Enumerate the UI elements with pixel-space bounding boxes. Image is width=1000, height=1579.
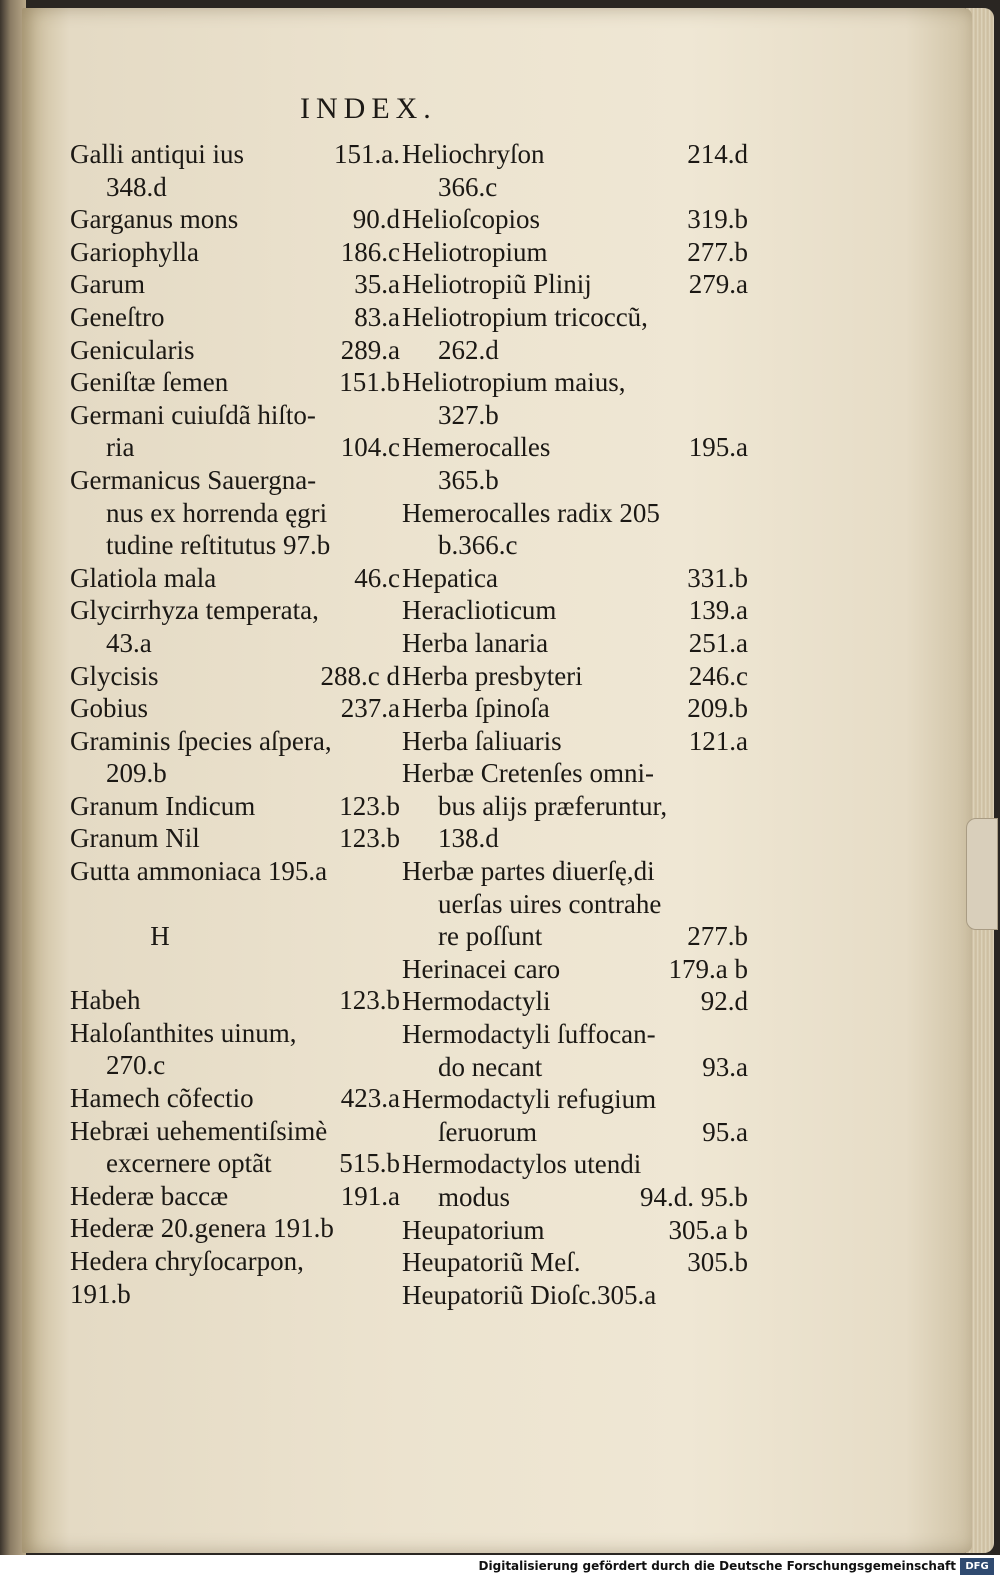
index-term: Germani cuiuſdã hiſto- [70,399,316,430]
index-entry [402,692,748,725]
index-page-ref: 246.c [688,660,748,691]
index-term: Heupatorium [402,1214,545,1245]
index-page-ref: 179.a b [668,953,748,984]
index-entry [402,594,748,627]
index-term: re poſſunt [438,921,543,952]
index-section-h-continued [402,138,748,1311]
index-entry [402,1116,748,1149]
index-term: Hermodactyli [402,986,551,1017]
index-page-ref: 305.b [687,1247,748,1278]
index-section-h [70,984,400,1310]
index-entry [402,627,748,660]
index-term: 365.b [438,464,499,495]
index-entry [70,984,400,1017]
index-entry [70,203,400,236]
index-entry [402,301,748,334]
index-page-ref: 331.b [687,562,748,593]
index-term: Glycisis [70,660,159,691]
index-entry [402,855,748,888]
index-term: Heraclioticum [402,595,557,626]
index-entry [70,855,400,888]
index-entry [402,822,748,855]
index-page-ref: 305.a b [668,1214,748,1245]
index-term: uerſas uires contrahe [438,888,662,919]
index-entry [402,1018,748,1051]
index-entry [70,1049,400,1082]
index-entry [70,431,400,464]
index-entry [402,334,748,367]
index-term: Graminis ſpecies aſpera, [70,725,332,756]
index-entry [70,1115,400,1148]
index-entry [70,1147,400,1180]
index-entry [70,138,400,171]
index-entry [70,301,400,334]
index-page-ref: 288.c d [320,660,400,691]
index-term: ſeruorum [438,1116,537,1147]
index-page-ref: 277.b [687,236,748,267]
index-page-ref: 186.c [340,236,400,267]
index-entry [402,725,748,758]
index-entry [402,138,748,171]
index-entry [402,920,748,953]
index-term: Heupatoriũ Meſ. [402,1247,581,1278]
index-term: nus ex horrenda ęgri [106,497,328,528]
index-entry [402,562,748,595]
index-page-ref: 515.b [339,1148,400,1179]
index-term: Glatiola mala [70,562,217,593]
index-term: Garum [70,269,145,300]
index-entry [70,1180,400,1213]
index-term: Granum Nil [70,823,200,854]
index-term: Heliotropium maius, [402,367,626,398]
index-term: Helioſcopios [402,204,540,235]
index-entry [402,464,748,497]
index-entry [402,1083,748,1116]
index-term: 270.c [106,1050,166,1081]
index-page-ref: 319.b [687,204,748,235]
index-term: 348.d [106,171,167,202]
index-page-ref: 251.a [688,627,748,658]
index-term: Hebræi uehementiſsimè [70,1115,328,1146]
index-term: Germanicus Sauergna- [70,464,317,495]
index-entry [70,529,400,562]
index-entry [70,1212,400,1245]
index-entry [70,399,400,432]
index-term: Heliotropium [402,236,548,267]
index-entry [70,497,400,530]
index-term: 191.b [70,1278,131,1309]
index-term: tudine reſtitutus 97.b [106,530,331,561]
index-term: Geniſtæ ſemen [70,367,229,398]
index-entry [402,888,748,921]
index-entry [70,1278,400,1311]
index-entry [402,1181,748,1214]
running-head: INDEX. [300,92,437,125]
index-page-ref: 237.a [340,693,400,724]
index-page-ref: 214.d [687,139,748,169]
index-entry [70,757,400,790]
index-entry [70,464,400,497]
index-page-ref: 121.a [688,725,748,756]
index-page-ref: 95.a [702,1116,748,1147]
index-term: Herbæ Cretenſes omni- [402,758,654,789]
index-page-ref: 289.a [340,334,400,365]
index-term: Hamech cõfectio [70,1083,254,1114]
index-page-ref: 123.b [339,985,400,1016]
index-term: Galli antiqui ius [70,139,244,169]
index-entry [402,431,748,464]
index-term: Genicularis [70,334,195,365]
index-entry [402,203,748,236]
index-entry [402,497,748,530]
index-page-ref: 90.d [352,204,400,235]
index-term: 327.b [438,399,499,430]
index-term: Gutta ammoniaca 195.a [70,856,328,887]
index-entry [70,171,400,204]
index-entry [402,366,748,399]
index-entry [70,366,400,399]
index-page-ref: 35.a [354,269,400,300]
index-term: Granum Indicum [70,790,256,821]
index-entry [70,1245,400,1278]
index-page-ref: 104.c [340,432,400,463]
index-term: 209.b [106,758,167,789]
index-section-g [70,138,400,888]
index-entry [402,757,748,790]
bookmark-tab [966,818,998,930]
index-page-ref: 46.c [354,562,400,593]
index-term: excernere optãt [106,1148,272,1179]
index-entry [402,1214,748,1247]
index-column-left [70,138,400,1310]
index-term: Hermodactylos utendi [402,1149,642,1180]
index-term: Gariophylla [70,236,199,267]
index-entry [402,171,748,204]
index-term: Garganus mons [70,204,239,235]
index-entry [402,1051,748,1084]
index-page-ref: 93.a [702,1051,748,1082]
index-term: Hederæ 20.genera 191.b [70,1213,334,1244]
index-entry [402,660,748,693]
index-term: Heliochryſon [402,139,545,169]
index-entry [402,399,748,432]
index-term: Herba lanaria [402,627,549,658]
index-term: bus alijs præferuntur, [438,790,668,821]
index-entry [70,790,400,823]
index-page-ref: 279.a [688,269,748,300]
dfg-logo: DFG [960,1558,994,1575]
index-term: 366.c [438,171,498,202]
index-term: Hermodactyli ſuffocan- [402,1019,656,1050]
index-term: Geneſtro [70,301,165,332]
index-entry [402,985,748,1018]
index-entry [70,1017,400,1050]
index-term: b.366.c [438,530,518,561]
index-term: Hemerocalles [402,432,551,463]
index-term: Herba ſpinoſa [402,693,550,724]
index-term: Haloſanthites uinum, [70,1017,297,1048]
section-letter-h: H [150,920,170,951]
index-term: Hedera chryſocarpon, [70,1246,304,1276]
index-entry [70,692,400,725]
index-term: Heliotropiũ Plinij [402,269,592,300]
index-entry [70,660,400,693]
index-page-ref: 195.a [688,432,748,463]
index-entry [402,953,748,986]
index-page-ref: 92.d [700,986,748,1017]
index-page-ref: 151.a. [334,139,400,169]
index-term: Habeh [70,985,141,1016]
index-page-ref: 209.b [687,693,748,724]
index-entry [402,790,748,823]
footer-bar [0,1555,1000,1579]
index-term: ria [106,432,135,463]
index-entry [402,268,748,301]
index-page-ref: 83.a [354,301,400,332]
index-term: Hederæ baccæ [70,1180,229,1211]
index-entry [70,725,400,758]
index-term: Hermodactyli refugium [402,1084,657,1115]
index-entry [402,1148,748,1181]
index-page-ref: 191.a [340,1180,400,1211]
index-term: Herinacei caro [402,953,561,984]
index-page-ref: 123.b [339,790,400,821]
index-term: Gobius [70,693,149,724]
index-entry [402,529,748,562]
index-page-ref: 151.b [339,367,400,398]
index-entry [70,268,400,301]
index-entry [402,1279,748,1312]
index-term: Hemerocalles radix 205 [402,497,660,528]
index-entry [402,236,748,269]
index-entry [70,236,400,269]
index-term: do necant [438,1051,543,1082]
index-term: Heupatoriũ Dioſc.305.a [402,1279,657,1310]
index-entry [402,1246,748,1279]
index-entry [70,627,400,660]
index-term: Heliotropium tricoccũ, [402,301,648,332]
index-page-ref: 123.b [339,823,400,854]
index-term: modus [438,1182,511,1212]
index-entry [70,562,400,595]
index-page-ref: 139.a [688,595,748,626]
index-term: Glycirrhyza temperata, [70,595,319,626]
index-page-ref: 423.a [340,1083,400,1114]
index-entry [70,334,400,367]
footer-credit: Digitalisierung gefördert durch die Deutsche Forschungsgemeinschaft [478,1559,956,1573]
index-page-ref: 94.d. 95.b [640,1182,748,1212]
index-entry [70,1082,400,1115]
index-term: 262.d [438,334,499,365]
index-term: Herbæ partes diuerſę,di [402,856,655,887]
index-column-right [402,138,748,1311]
index-term: 138.d [438,823,499,854]
index-term: 43.a [106,627,152,658]
index-entry [70,822,400,855]
index-term: Herba presbyteri [402,660,583,691]
index-term: Herba ſaliuaris [402,725,562,756]
index-page-ref: 277.b [687,921,748,952]
index-entry [70,594,400,627]
index-term: Hepatica [402,562,498,593]
